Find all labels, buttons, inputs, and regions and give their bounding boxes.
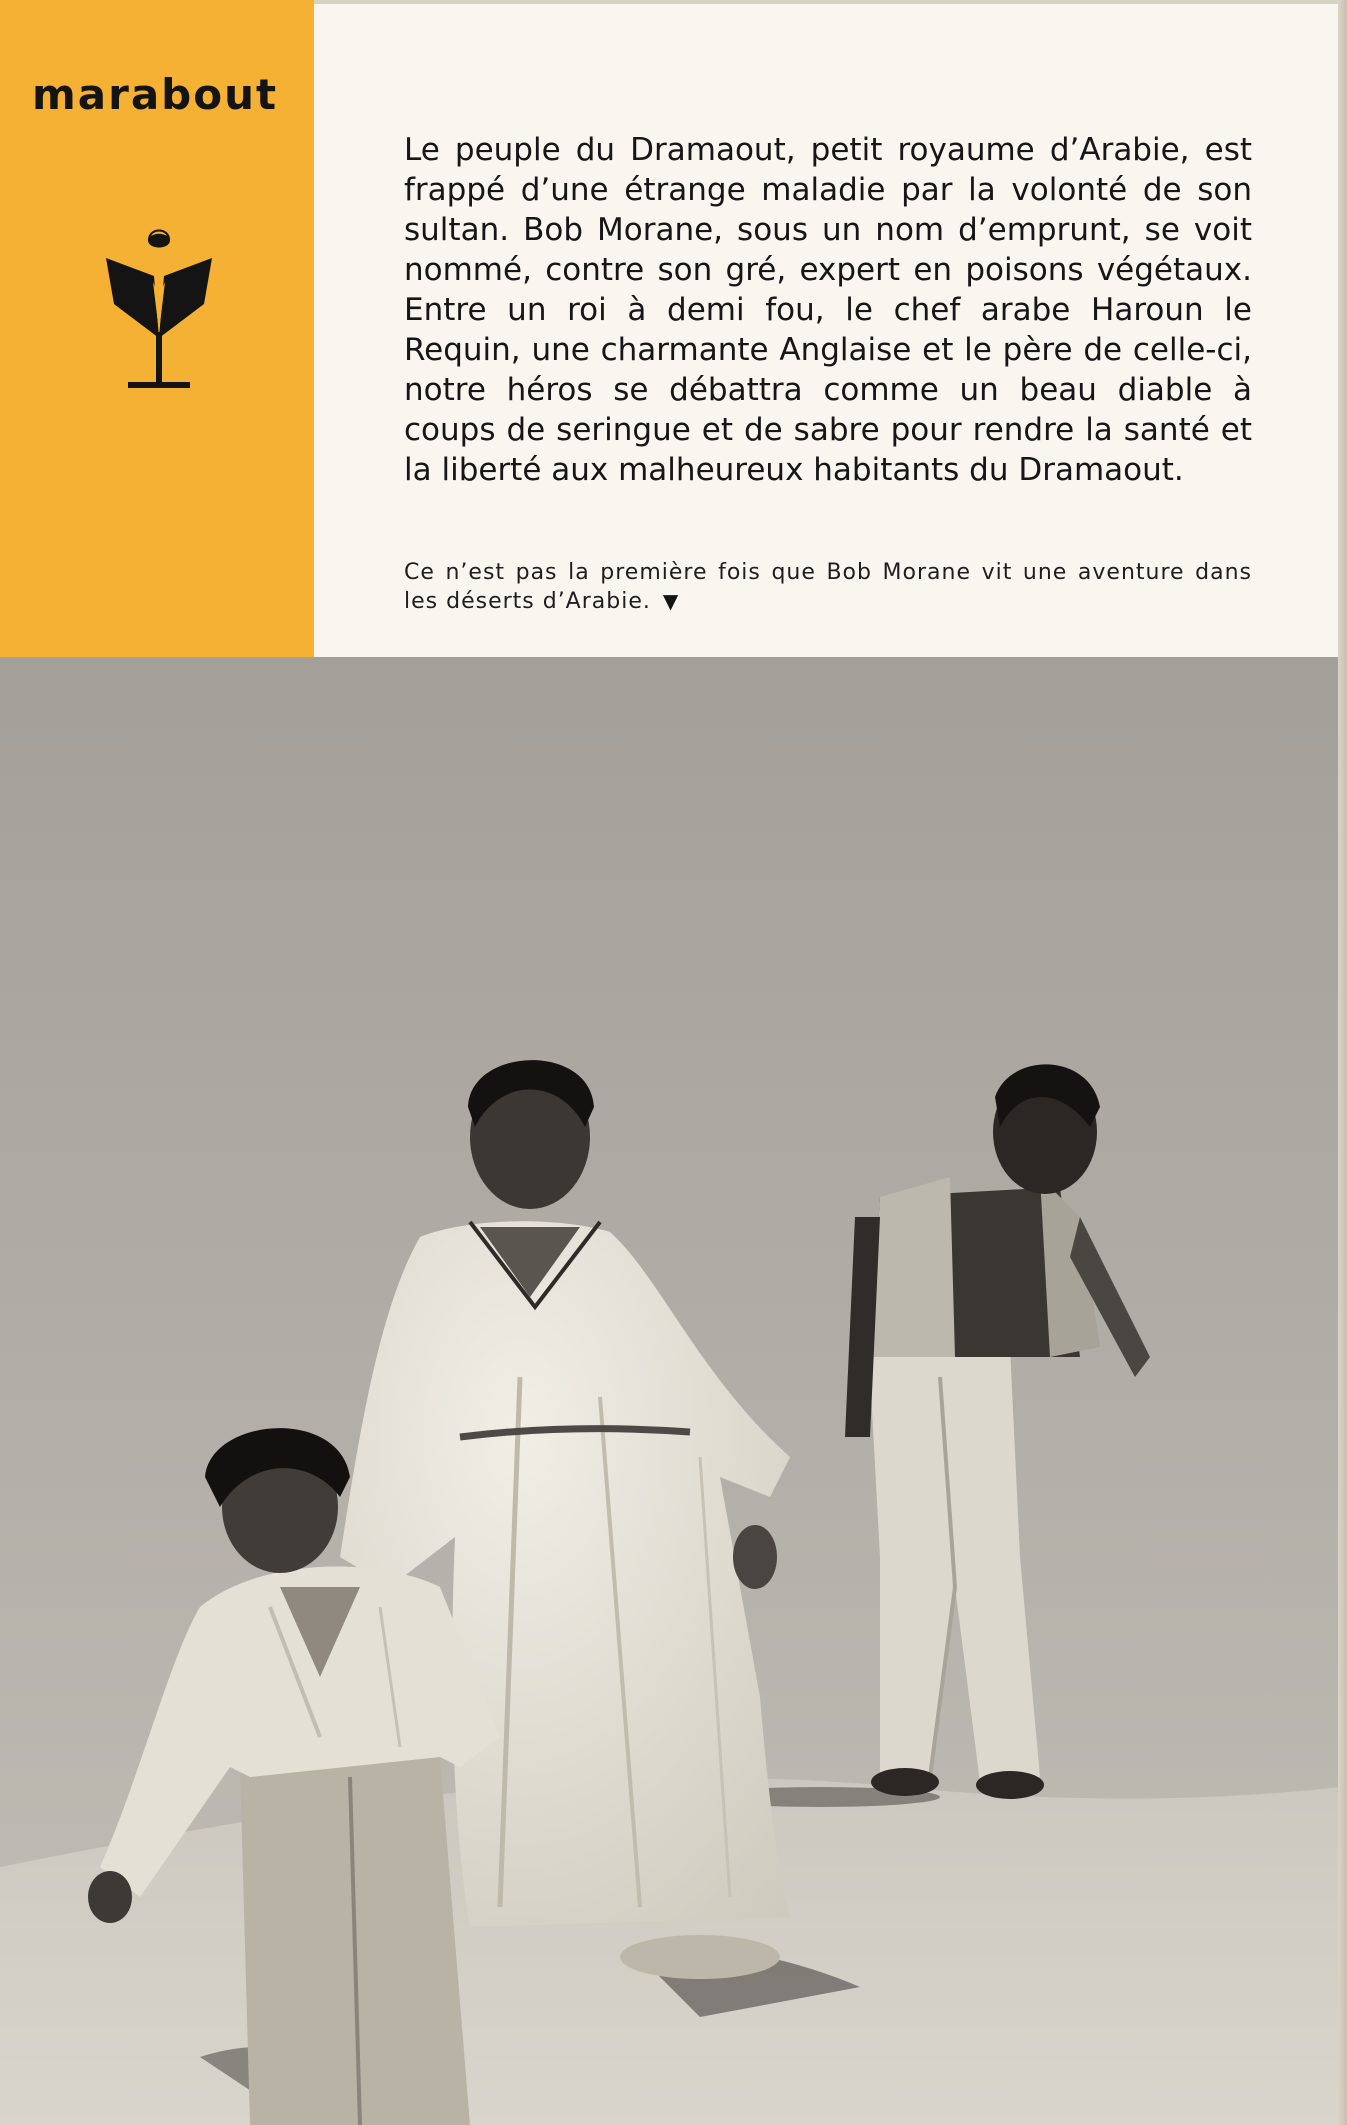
cover-photo <box>0 657 1340 2125</box>
paper-edge-right <box>1338 0 1347 2125</box>
desert-photo-illustration <box>0 657 1340 2125</box>
blurb-text: Le peuple du Dramaout, petit royaume d’Arabie, est frappé d’une étrange maladie par la volonté de son sultan. Bob Morane, sous un nom d’emprunt, se voit nommé, contre son gré, expert en poisons végétaux. Entre un roi à demi fou, le chef arabe Haroun le Requin, une charmante Anglaise et le père de celle-ci, notre héros se débattra comme un beau diable à coups de seringue et de sabre pour rendre la santé et la liberté aux malheureux habitants du Dramaout. <box>404 132 1252 488</box>
note-sentence: Ce n’est pas la première fois que Bob Morane vit une aventure dans les déserts d’Arabie. <box>404 560 1252 614</box>
brand-name: marabout <box>32 70 279 119</box>
note-text <box>404 559 1252 616</box>
brand-panel <box>0 0 314 657</box>
down-arrow-icon: ▼ <box>662 589 680 613</box>
marabout-open-book-chalice-icon <box>104 220 214 405</box>
